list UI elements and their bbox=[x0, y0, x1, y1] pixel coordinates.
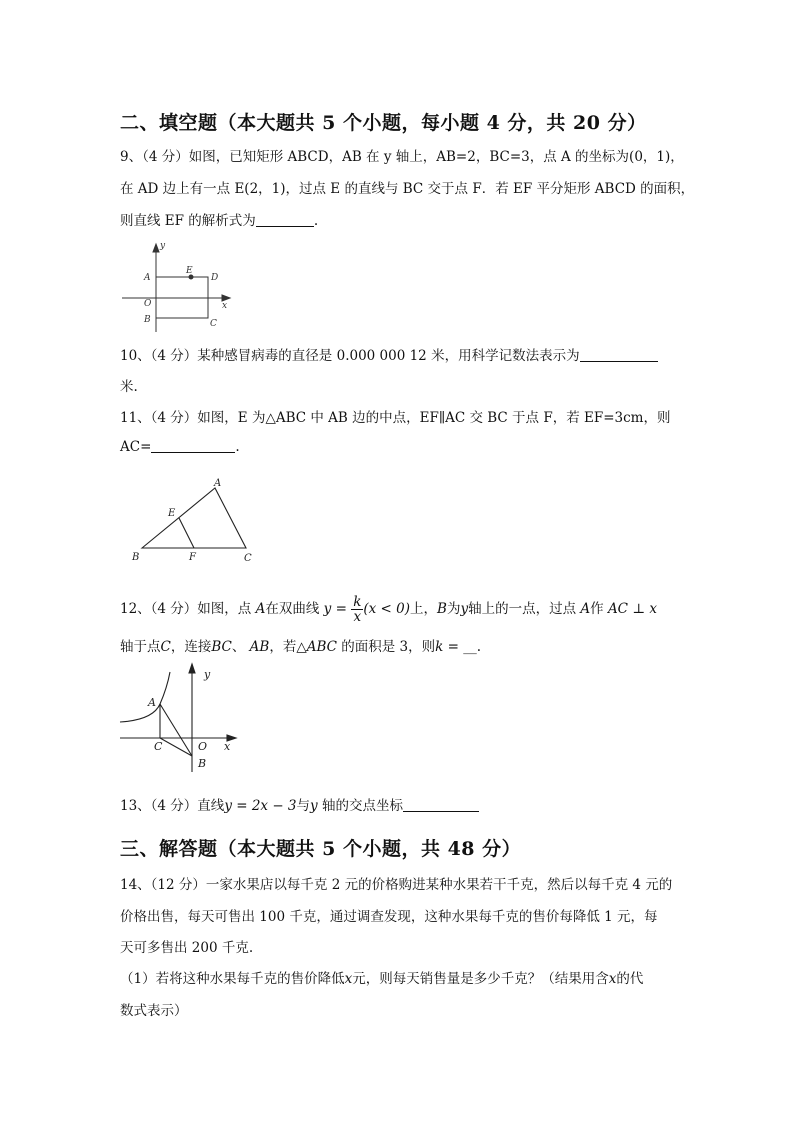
q11-answer-blank[interactable] bbox=[151, 438, 235, 453]
q12-fig-x-label: x bbox=[224, 740, 231, 753]
q12-figure bbox=[118, 660, 248, 775]
q10-line-2: 米. bbox=[120, 379, 138, 395]
q10-answer-blank[interactable] bbox=[580, 347, 658, 362]
section-3-title: 三、解答题（本大题共 5 个小题，共 48 分） bbox=[120, 838, 522, 860]
q9-fig-E: E bbox=[186, 266, 193, 276]
q9-fig-x-label: x bbox=[222, 301, 228, 311]
q11-line-1: 11、（4 分）如图，E 为△ABC 中 AB 边的中点，EF∥AC 交 BC 于点 F，若 EF=3cm，则 bbox=[120, 410, 671, 426]
q12-line-1: 12、（4 分）如图，点 A在双曲线 y = $\frac{k}{x}$ (x < 0)上，B为y轴上的一点，过点 A作 AC ⊥ x bbox=[120, 594, 657, 625]
q9-fig-A: A bbox=[144, 273, 151, 283]
q12-line-2: 轴于点C，连接BC、 AB，若△ABC 的面积是 3，则k = __. bbox=[120, 639, 482, 655]
q12-fig-y-label: y bbox=[204, 668, 211, 681]
q14-line-2: 价格出售，每天可售出 100 千克，通过调查发现，这种水果每千克的售价每降低 1 元，每 bbox=[120, 909, 658, 925]
q11-figure bbox=[128, 476, 268, 568]
q9-figure bbox=[118, 240, 233, 335]
q14-sub1-line-2: 数式表示） bbox=[120, 1003, 188, 1019]
section-2-title: 二、填空题（本大题共 5 个小题，每小题 4 分，共 20 分） bbox=[120, 112, 647, 134]
q9-fig-B: B bbox=[144, 315, 151, 325]
q14-line-3: 天可多售出 200 千克. bbox=[120, 940, 254, 956]
q9-fig-D: D bbox=[211, 273, 219, 283]
q11-fig-C: C bbox=[244, 553, 252, 564]
q9-fig-O: O bbox=[144, 299, 152, 309]
q11-fig-B: B bbox=[132, 552, 140, 563]
q12-fig-B: B bbox=[198, 757, 207, 770]
q11-fig-A: A bbox=[214, 478, 222, 489]
q12-fraction: $\frac{k}{x}$ bbox=[353, 594, 362, 625]
q10-prompt: 10、（4 分）某种感冒病毒的直径是 0.000 000 12 米，用科学记数法表示为 bbox=[120, 348, 580, 364]
q12-fig-O: O bbox=[198, 740, 208, 753]
q13-line: 13、（4 分）直线y = 2x − 3与y 轴的交点坐标 bbox=[120, 794, 479, 814]
q9-fig-C: C bbox=[210, 319, 217, 329]
q9-line-1: 9、（4 分）如图，已知矩形 ABCD，AB 在 y 轴上，AB=2，BC=3，点 A 的坐标为(0，1)， bbox=[120, 149, 684, 165]
q9-line-2: 在 AD 边上有一点 E(2，1)，过点 E 的直线与 BC 交于点 F．若 EF 平分矩形 ABCD 的面积， bbox=[120, 181, 695, 197]
q12-answer-blank[interactable]: = __. bbox=[443, 639, 482, 655]
q10-line-1 bbox=[120, 344, 658, 364]
q9-prompt: 则直线 EF 的解析式为 bbox=[120, 213, 256, 229]
q9-line-3: 则直线 EF 的解析式为 . bbox=[120, 213, 319, 229]
q11-fig-E: E bbox=[168, 508, 176, 519]
q11-fig-F: F bbox=[189, 552, 196, 563]
q11-line-2: AC= . bbox=[120, 439, 240, 455]
q12-fig-A: A bbox=[148, 696, 156, 709]
q12-fig-C: C bbox=[154, 740, 163, 753]
q13-answer-blank[interactable] bbox=[403, 797, 479, 812]
q9-answer-blank[interactable] bbox=[256, 212, 314, 227]
q14-sub1-line-1: （1）若将这种水果每千克的售价降低x元，则每天销售量是多少千克？（结果用含x的代 bbox=[120, 971, 644, 987]
q9-fig-y-label: y bbox=[160, 241, 166, 251]
q14-line-1: 14、（12 分）一家水果店以每千克 2 元的价格购进某种水果若干千克，然后以每千克 4 元的 bbox=[120, 877, 673, 893]
